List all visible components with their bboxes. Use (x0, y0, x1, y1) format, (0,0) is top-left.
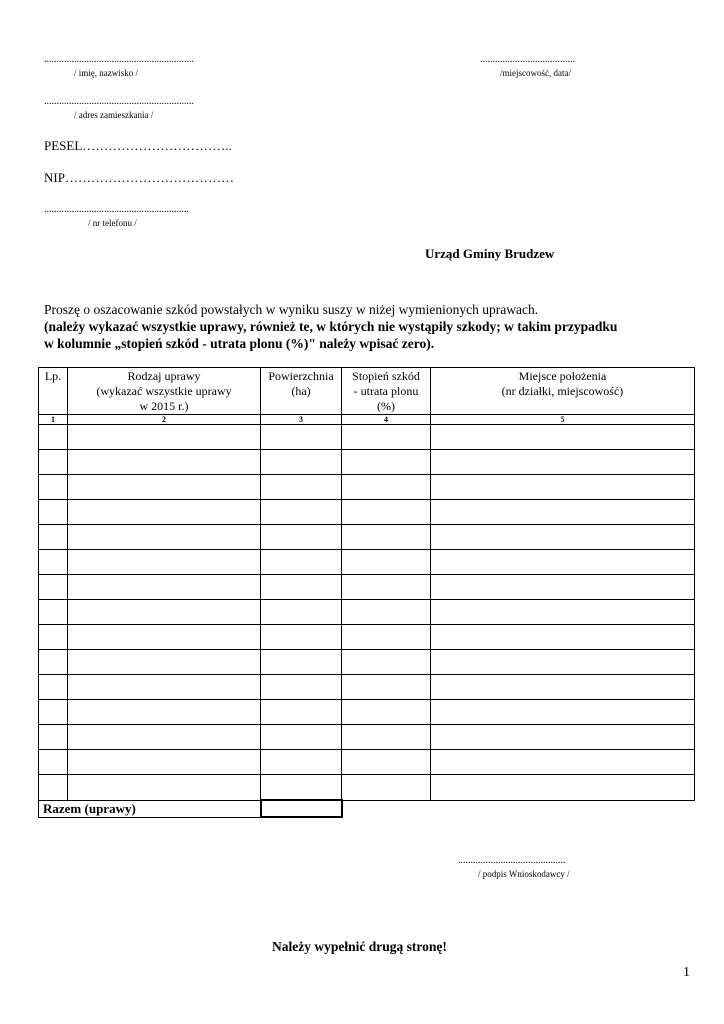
location-cell[interactable] (431, 500, 695, 525)
col-header-lp: Lp. (39, 368, 68, 415)
table-row (39, 675, 695, 700)
damage-degree-cell[interactable] (342, 750, 431, 775)
area-cell[interactable] (261, 525, 342, 550)
location-cell[interactable] (431, 450, 695, 475)
table-row (39, 500, 695, 525)
crop-type-cell[interactable] (68, 500, 261, 525)
lp-cell[interactable] (39, 675, 68, 700)
area-cell[interactable] (261, 600, 342, 625)
location-cell[interactable] (431, 775, 695, 801)
total-spacer (342, 800, 695, 817)
place-date-caption: /miejscowość, data/ (500, 68, 571, 78)
damage-degree-cell[interactable] (342, 600, 431, 625)
col-header-area: Powierzchnia (ha) (261, 368, 342, 415)
table-row (39, 550, 695, 575)
col-number: 2 (68, 415, 261, 425)
location-cell[interactable] (431, 525, 695, 550)
lp-cell[interactable] (39, 450, 68, 475)
table-row (39, 775, 695, 801)
table-header-row (39, 368, 695, 415)
total-row (39, 800, 695, 817)
lp-cell[interactable] (39, 700, 68, 725)
phone-caption: / nr telefonu / (88, 218, 137, 228)
damage-degree-cell[interactable] (342, 425, 431, 450)
crop-type-cell[interactable] (68, 625, 261, 650)
col-number: 4 (342, 415, 431, 425)
area-cell[interactable] (261, 725, 342, 750)
footer-note: Należy wypełnić drugą stronę! (272, 939, 447, 954)
address-caption: / adres zamieszkania / (74, 110, 154, 120)
area-cell[interactable] (261, 650, 342, 675)
table-body (39, 425, 695, 801)
addressee: Urząd Gminy Brudzew (425, 246, 555, 261)
address-line: ............................................................ (44, 96, 194, 107)
name-caption: / imię, nazwisko / (74, 68, 138, 78)
lp-cell[interactable] (39, 750, 68, 775)
nip-field: NIP………………………………… (44, 170, 234, 185)
table-row (39, 600, 695, 625)
col-number: 1 (39, 415, 68, 425)
lp-cell[interactable] (39, 475, 68, 500)
lp-cell[interactable] (39, 550, 68, 575)
col-number: 3 (261, 415, 342, 425)
location-cell[interactable] (431, 475, 695, 500)
location-cell[interactable] (431, 625, 695, 650)
request-line-1: Proszę o oszacowanie szkód powstałych w wyniku suszy w niżej wymienionych uprawach. (44, 302, 539, 317)
table-row (39, 625, 695, 650)
area-cell[interactable] (261, 425, 342, 450)
table-row (39, 525, 695, 550)
table-row (39, 450, 695, 475)
lp-cell[interactable] (39, 625, 68, 650)
lp-cell[interactable] (39, 775, 68, 801)
damage-degree-cell[interactable] (342, 700, 431, 725)
area-cell[interactable] (261, 575, 342, 600)
lp-cell[interactable] (39, 650, 68, 675)
area-cell[interactable] (261, 675, 342, 700)
location-cell[interactable] (431, 550, 695, 575)
area-cell[interactable] (261, 450, 342, 475)
table-row (39, 725, 695, 750)
table-row (39, 700, 695, 725)
crops-table (38, 367, 695, 818)
total-area-cell[interactable] (261, 800, 342, 817)
crop-type-cell[interactable] (68, 675, 261, 700)
damage-degree-cell[interactable] (342, 725, 431, 750)
crop-type-cell[interactable] (68, 750, 261, 775)
signature-line: ........................................... (458, 855, 566, 866)
damage-degree-cell[interactable] (342, 550, 431, 575)
area-cell[interactable] (261, 500, 342, 525)
pesel-field: PESEL…………………………….. (44, 138, 232, 153)
crop-type-cell[interactable] (68, 475, 261, 500)
place-date-line: ...................................... (480, 54, 575, 65)
crop-type-cell[interactable] (68, 575, 261, 600)
crop-type-cell[interactable] (68, 700, 261, 725)
crop-type-cell[interactable] (68, 650, 261, 675)
area-cell[interactable] (261, 700, 342, 725)
location-cell[interactable] (431, 425, 695, 450)
table-row (39, 750, 695, 775)
request-line-3: w kolumnie „stopień szkód - utrata plonu (%)" należy wpisać zero). (44, 336, 435, 351)
crop-type-cell[interactable] (68, 450, 261, 475)
table-row (39, 475, 695, 500)
damage-degree-cell[interactable] (342, 525, 431, 550)
col-header-location: Miejsce położenia (nr działki, miejscowość) (431, 368, 695, 415)
crop-type-cell[interactable] (68, 600, 261, 625)
area-cell[interactable] (261, 475, 342, 500)
lp-cell[interactable] (39, 525, 68, 550)
name-line: ............................................................ (44, 54, 194, 65)
lp-cell[interactable] (39, 725, 68, 750)
damage-degree-cell[interactable] (342, 475, 431, 500)
crop-type-cell[interactable] (68, 525, 261, 550)
area-cell[interactable] (261, 550, 342, 575)
damage-degree-cell[interactable] (342, 575, 431, 600)
location-cell[interactable] (431, 725, 695, 750)
location-cell[interactable] (431, 700, 695, 725)
crop-type-cell[interactable] (68, 775, 261, 801)
table-row (39, 650, 695, 675)
lp-cell[interactable] (39, 600, 68, 625)
crop-type-cell[interactable] (68, 550, 261, 575)
phone-line: .......................................................... (44, 204, 189, 215)
damage-degree-cell[interactable] (342, 625, 431, 650)
signature-caption: / podpis Wnioskodawcy / (478, 869, 570, 879)
damage-degree-cell[interactable] (342, 500, 431, 525)
area-cell[interactable] (261, 750, 342, 775)
crop-type-cell[interactable] (68, 725, 261, 750)
column-numbers-row (39, 415, 695, 425)
area-cell[interactable] (261, 775, 342, 801)
location-cell[interactable] (431, 675, 695, 700)
lp-cell[interactable] (39, 425, 68, 450)
damage-degree-cell[interactable] (342, 450, 431, 475)
col-header-crop-type: Rodzaj uprawy (wykazać wszystkie uprawy w 2015 r.) (68, 368, 261, 415)
location-cell[interactable] (431, 575, 695, 600)
lp-cell[interactable] (39, 500, 68, 525)
total-label: Razem (uprawy) (39, 800, 261, 817)
col-number: 5 (431, 415, 695, 425)
request-line-2: (należy wykazać wszystkie uprawy, również te, w których nie wystąpiły szkody; w takim przypadku (44, 319, 618, 334)
table-row (39, 425, 695, 450)
col-header-damage-degree: Stopień szkód - utrata plonu (%) (342, 368, 431, 415)
table-row (39, 575, 695, 600)
lp-cell[interactable] (39, 575, 68, 600)
page-number: 1 (683, 965, 690, 980)
crop-type-cell[interactable] (68, 425, 261, 450)
location-cell[interactable] (431, 650, 695, 675)
damage-degree-cell[interactable] (342, 775, 431, 801)
location-cell[interactable] (431, 600, 695, 625)
damage-degree-cell[interactable] (342, 675, 431, 700)
damage-degree-cell[interactable] (342, 650, 431, 675)
location-cell[interactable] (431, 750, 695, 775)
area-cell[interactable] (261, 625, 342, 650)
